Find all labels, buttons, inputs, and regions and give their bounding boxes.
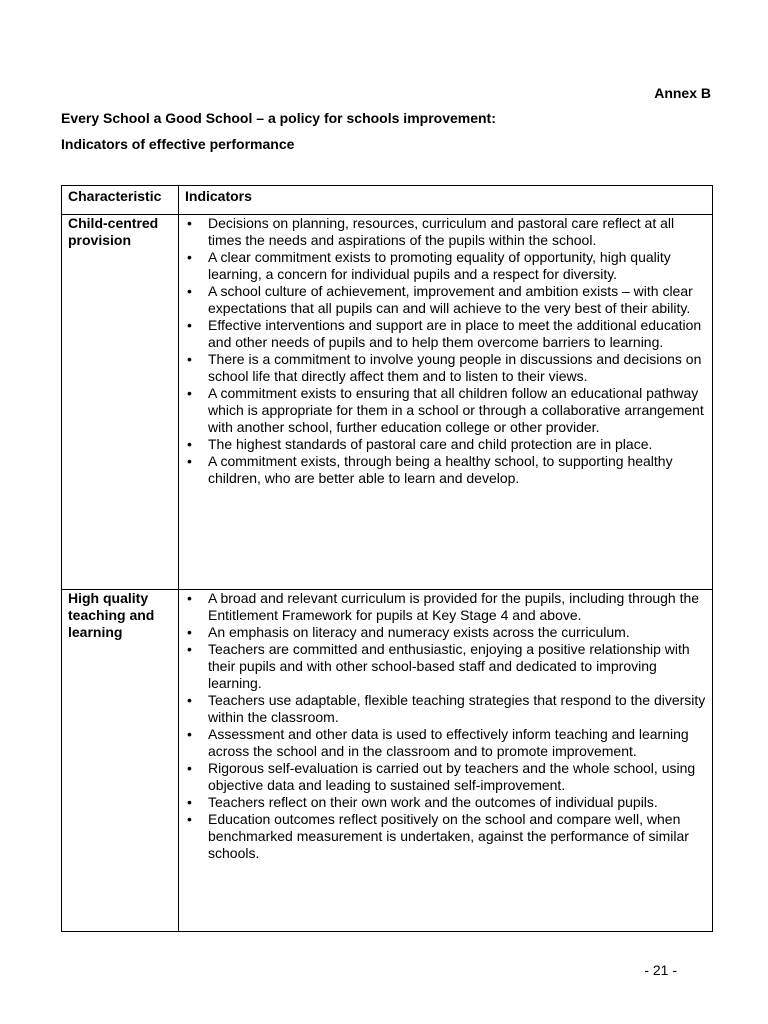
- annex-label: Annex B: [654, 85, 711, 101]
- bullet-icon: •: [187, 726, 192, 742]
- bullet-icon: •: [187, 794, 192, 810]
- list-item: [185, 249, 706, 283]
- bullet-icon: •: [187, 385, 192, 401]
- table-row: [62, 590, 713, 932]
- bullet-icon: •: [187, 453, 192, 469]
- indicator-text: A commitment exists to ensuring that all children follow an educational pathway which is appropriate for them in a school or through a collaborative arrangement with another school, further education college or other provider.: [208, 385, 704, 435]
- indicator-text: A broad and relevant curriculum is provided for the pupils, including through the Entitlement Framework for pupils at Key Stage 4 and above.: [208, 590, 700, 623]
- indicator-text: Effective interventions and support are in place to meet the additional education and other needs of pupils and to help them overcome barriers to learning.: [208, 317, 702, 350]
- bullet-icon: •: [187, 317, 192, 333]
- bullet-icon: •: [187, 249, 192, 265]
- bullet-icon: •: [187, 215, 192, 231]
- table-row: [62, 215, 713, 590]
- list-item: [185, 351, 706, 385]
- list-item: [185, 624, 706, 641]
- indicator-list: [185, 590, 706, 862]
- list-item: [185, 692, 706, 726]
- bullet-icon: •: [187, 590, 192, 606]
- table-header-row: [62, 186, 713, 215]
- header-indicators: Indicators: [179, 186, 713, 215]
- list-item: [185, 453, 706, 487]
- list-item: [185, 760, 706, 794]
- indicators-cell: [179, 215, 713, 590]
- list-item: [185, 436, 706, 453]
- indicator-text: The highest standards of pastoral care and child protection are in place.: [208, 436, 653, 452]
- indicator-text: Assessment and other data is used to effectively inform teaching and learning across the school and in the classroom and to promote improvement.: [208, 726, 689, 759]
- indicator-text: Teachers are committed and enthusiastic, enjoying a positive relationship with their pupils and with other school-based staff and dedicated to improving learning.: [208, 641, 690, 691]
- list-item: [185, 794, 706, 811]
- characteristic-cell: Child-centred provision: [62, 215, 179, 590]
- document-subtitle: Indicators of effective performance: [61, 136, 295, 152]
- document-title: Every School a Good School – a policy for schools improvement:: [61, 110, 496, 126]
- bullet-icon: •: [187, 811, 192, 827]
- indicator-text: There is a commitment to involve young people in discussions and decisions on school life that directly affect them and to listen to their views.: [208, 351, 702, 384]
- indicator-text: Teachers use adaptable, flexible teaching strategies that respond to the diversity within the classroom.: [208, 692, 706, 725]
- page-number: - 21 -: [644, 962, 677, 978]
- list-item: [185, 590, 706, 624]
- indicator-list: [185, 215, 706, 487]
- list-item: [185, 641, 706, 692]
- indicator-text: An emphasis on literacy and numeracy exists across the curriculum.: [208, 624, 630, 640]
- list-item: [185, 283, 706, 317]
- bullet-icon: •: [187, 351, 192, 367]
- bullet-icon: •: [187, 641, 192, 657]
- list-item: [185, 317, 706, 351]
- list-item: [185, 215, 706, 249]
- bullet-icon: •: [187, 436, 192, 452]
- bullet-icon: •: [187, 760, 192, 776]
- bullet-icon: •: [187, 283, 192, 299]
- indicator-text: A clear commitment exists to promoting equality of opportunity, high quality learning, a concern for individual pupils and a respect for diversity.: [208, 249, 671, 282]
- header-characteristic: Characteristic: [62, 186, 179, 215]
- indicator-text: Teachers reflect on their own work and the outcomes of individual pupils.: [208, 794, 658, 810]
- list-item: [185, 811, 706, 862]
- list-item: [185, 385, 706, 436]
- list-item: [185, 726, 706, 760]
- bullet-icon: •: [187, 624, 192, 640]
- indicators-cell: [179, 590, 713, 932]
- indicator-text: Decisions on planning, resources, curriculum and pastoral care reflect at all times the needs and aspirations of the pupils within the school.: [208, 215, 675, 248]
- indicator-text: Rigorous self-evaluation is carried out by teachers and the whole school, using objective data and leading to sustained self-improvement.: [208, 760, 696, 793]
- indicator-text: Education outcomes reflect positively on the school and compare well, when benchmarked measurement is undertaken, against the performance of similar schools.: [208, 811, 689, 861]
- characteristic-cell: High quality teaching and learning: [62, 590, 179, 932]
- indicators-table: [61, 185, 713, 932]
- indicator-text: A school culture of achievement, improvement and ambition exists – with clear expectations that all pupils can and will achieve to the very best of their ability.: [208, 283, 693, 316]
- indicator-text: A commitment exists, through being a healthy school, to supporting healthy children, who are better able to learn and develop.: [208, 453, 673, 486]
- bullet-icon: •: [187, 692, 192, 708]
